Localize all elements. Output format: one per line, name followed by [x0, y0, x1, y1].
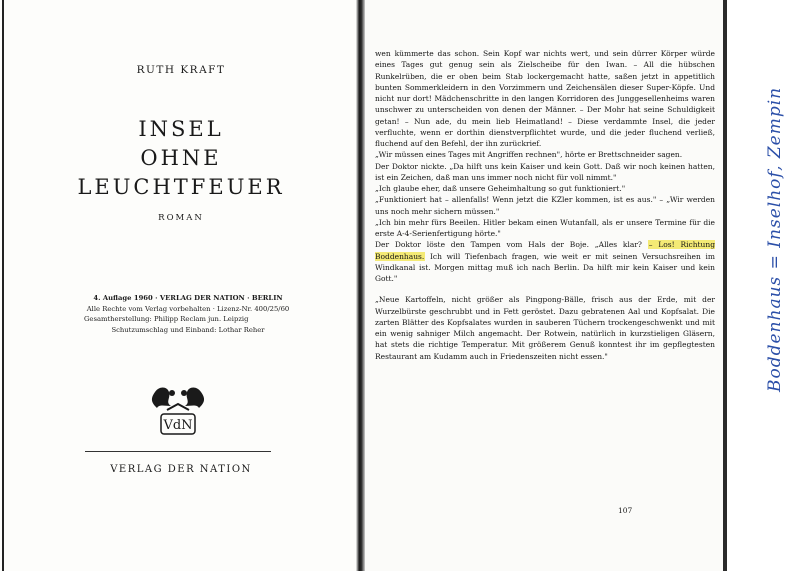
handwritten-note-text: Boddenhaus = Inselhof, Zempin — [765, 86, 785, 392]
left-page — [0, 0, 362, 571]
paragraph-4: „Ich glaube eher, daß unsere Geheimhaltung so gut funktioniert." — [375, 184, 626, 193]
logo-text: VdN — [163, 418, 193, 433]
paragraph-8: „Neue Kartoffeln, nicht größer als Pingpong-Bälle, frisch aus der Erde, mit der Wurzelbürste geschrubbt und in Fett geröstet. Dazu gebratenen Aal und Kopfsalat. Die zarten Blätter des Kopfsalates wurden in sauberen Tüchern trockengeschwenkt und mit ein wenig sahniger Milch angemacht. Der Rotwein, natürlich in kurzstieligen Gläsern, hat stets die richtige Temperatur. Mit größerem Genuß konntest ihr im gepflegtesten Restaurant am Kudamm auch in Friedenszeiten nicht essen." — [375, 295, 715, 361]
paragraph-7-start: Der Doktor löste den Tampen vom Hals der Boje. „Alles klar? — [375, 240, 642, 250]
book-title-line-3: LEUCHTFEUER — [77, 175, 285, 199]
handwritten-margin-note — [728, 80, 800, 400]
publisher-logo-icon — [145, 384, 211, 440]
paragraph-7-end: Ich will Tiefenbach fragen, wie weit er mit seinen Versuchsreihen im Windkanal ist. Morgen mittag muß ich nach Berlin. Da hilft mir kein Kaiser und kein Gott." — [375, 251, 715, 283]
highlighted-phrase: – Los! Richtung Boddenhaus. — [375, 240, 715, 261]
paragraph-3: Der Doktor nickte. „Da hilft uns kein Kaiser und kein Gott. Daß wir noch keinen hatten, ist ein Zeichen, daß man uns immer noch nicht für voll nimmt." — [375, 161, 715, 182]
paragraph-6: „Ich bin mehr fürs Beeilen. Hitler bekam einen Wutanfall, als er unsere Termine für die erste A-4-Serienfertigung hörte." — [375, 217, 715, 238]
author-name: RUTH KRAFT — [136, 64, 226, 76]
imprint-rights-line: Alle Rechte vom Verlag vorbehalten · Lizenz-Nr. 400/25/60 — [86, 304, 290, 313]
book-title-line-1: INSEL — [138, 117, 224, 141]
paragraph-5: „Funktioniert hat – allenfalls! Wenn jetzt die KZler kommen, ist es aus." – „Wir werden uns noch mehr sichern müssen." — [375, 195, 715, 216]
paragraph-1: wen kümmerte das schon. Sein Kopf war nichts wert, und sein dürrer Körper würde eines Tages gut genug sein als Zielscheibe für den Iwan. – All die hübschen Runkelrüben, die er oben beim Stab lockergemacht hatte, saßen jetzt in appetitlich bunten Sommerkleidern in den Vorzimmern und Zeichensälen dieser Super-Köpfe. Und nicht nur dort! Mädchenschritte in den langen Korridoren des Junggesellenheims waren unschwer zu unterscheiden von denen der Männer. – Der Mohr hat seine Schuldigkeit getan! – Nun ade, du mein lieb Heimatland! – Diese verdammte Insel, die jeder verfluchte, wenn er dorthin dienstverpflichtet wurde, und die jeder fluchend verließ, fluchend auf den Befehl, der ihn zurückrief. — [375, 49, 715, 148]
imprint-block — [78, 293, 298, 335]
paragraph-7 — [375, 239, 715, 284]
book-title-line-2: OHNE — [140, 146, 222, 170]
publisher-name: VERLAG DER NATION — [110, 464, 252, 475]
paragraph-2: „Wir müssen eines Tages mit Angriffen rechnen", hörte er Brettschneider sagen. — [375, 150, 683, 160]
left-page-edge — [2, 0, 4, 571]
page-number: 107 — [618, 506, 633, 515]
divider-rule — [85, 451, 271, 452]
imprint-production-line: Gesamtherstellung: Philipp Reclam jun. Leipzig — [84, 315, 249, 323]
book-gutter — [356, 0, 365, 571]
imprint-edition-line: 4. Auflage 1960 · VERLAG DER NATION · BERLIN — [93, 294, 283, 302]
page-body-text — [375, 48, 715, 362]
imprint-cover-line: Schutzumschlag und Einband: Lothar Reher — [111, 325, 265, 334]
genre-label: ROMAN — [158, 213, 204, 223]
